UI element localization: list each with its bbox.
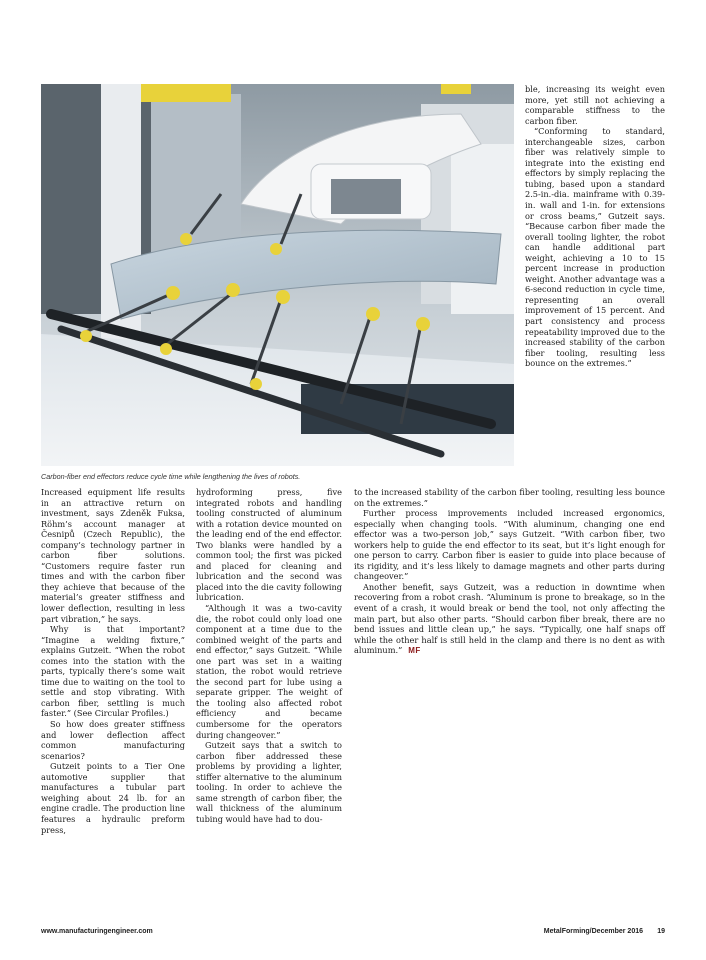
column-3 — [354, 487, 665, 657]
paragraph — [354, 582, 665, 657]
footer-url[interactable]: www.manufacturingengineer.com — [41, 928, 153, 935]
paragraph: hydroforming press, five integrated robots and handling tooling constructed of aluminum with a rotation device mounted on the leading end of the end effector. Two blanks were handled by a common tool; the first was picked and placed for cleaning and lubrication and the second was placed into the die cavity following lubrication. — [196, 487, 342, 603]
footer-publication: MetalForming/December 2016 — [543, 928, 643, 935]
paragraph: Further process improvements included increased ergonomics, especially when changing tools. “With aluminum, changing one end effector was a two-person job,” says Gutzeit. “With carbon fiber, two workers help to guide the end effector to its seat, but it’s light enough for one person to carry. Carbon fiber is easier to guide into place because of its rigidity, and it’s less likely to damage magnets and other parts during changeover.” — [354, 508, 665, 582]
paragraph: Increased equipment life results in an attractive return on investment, says Zdeněk Fuksa, Röhm’s account manager at Česnipů (Czech Republic), the company’s technology partner in carbon fiber solutions. “Customers require faster run times and with the carbon fiber they achieve that because of the material’s greater stiffness and lower deflection, resulting in less part vibration,” he says. — [41, 487, 185, 624]
paragraph: ble, increasing its weight even more, yet still not achieving a comparable stiffness to the carbon fiber. — [525, 84, 665, 126]
end-effector-illustration — [41, 84, 514, 466]
photo-caption: Carbon-fiber end effectors reduce cycle time while lengthening the lives of robots. — [41, 472, 301, 481]
page-footer — [41, 928, 665, 940]
paragraph: So how does greater stiffness and lower deflection affect common manufacturing scenarios? — [41, 719, 185, 761]
paragraph: Why is that important? “Imagine a welding fixture,” explains Gutzeit. “When the robot comes into the station with the parts, typically there’s some wait time due to waiting on the tool to settle and stop vibrating. With carbon fiber, settling is much faster.” (See Circular Profiles.) — [41, 624, 185, 719]
column-2 — [196, 487, 342, 825]
paragraph: “Conforming to standard, interchangeable sizes, carbon fiber was relatively simple to integrate into the existing end effectors by simply replacing the tubing, based upon a standard 2.5-in.-dia. mainframe with 0.39-in. wall and 1-in. for extensions or cross beams,” Gutzeit says. “Because carbon fiber made the overall tooling lighter, the robot can handle additional part weight, achieving a 10 to 15 percent increase in production weight. Another advantage was a 6-second reduction in cycle time, representing an overall improvement of 15 percent. And part consistency and process repeatability improved due to the increased stability of the carbon fiber tooling, resulting less bounce on the extremes.” — [525, 126, 665, 369]
page-number: 19 — [657, 928, 665, 935]
paragraph: Gutzeit says that a switch to carbon fiber addressed these problems by providing a lighter, stiffer alternative to the aluminum tooling. In order to achieve the same strength of carbon fiber, the wall thickness of the aluminum tubing would have had to dou- — [196, 740, 342, 824]
column-3-top — [525, 84, 665, 369]
column-1 — [41, 487, 185, 835]
paragraph: “Although it was a two-cavity die, the robot could only load one component at a time due to the combined weight of the parts and end effector,” says Gutzeit. “While one part was set in a waiting station, the robot would retrieve the second part for lube using a separate gripper. The weight of the tooling also affected robot efficiency and became cumbersome for the operators during changeover.” — [196, 603, 342, 740]
end-effector-photo — [41, 84, 514, 466]
paragraph-text: Another benefit, says Gutzeit, was a reduction in downtime when recovering from a robot crash. “Aluminum is prone to breakage, so in the event of a crash, it would break or bend the tool, not only affecting the main part, but also other parts. “Should carbon fiber break, there are no bend issues and little clean up,” he says. “Typically, one half snaps off while the other half is still held in the clamp and there is no dent as with aluminum.” — [354, 581, 665, 656]
paragraph: Gutzeit points to a Tier One automotive supplier that manufactures a tubular part weighing about 24 lb. for an engine cradle. The production line features a hydraulic preform press, — [41, 761, 185, 835]
end-mark: MF — [408, 646, 421, 656]
paragraph: to the increased stability of the carbon fiber tooling, resulting less bounce on the extremes.” — [354, 487, 665, 508]
